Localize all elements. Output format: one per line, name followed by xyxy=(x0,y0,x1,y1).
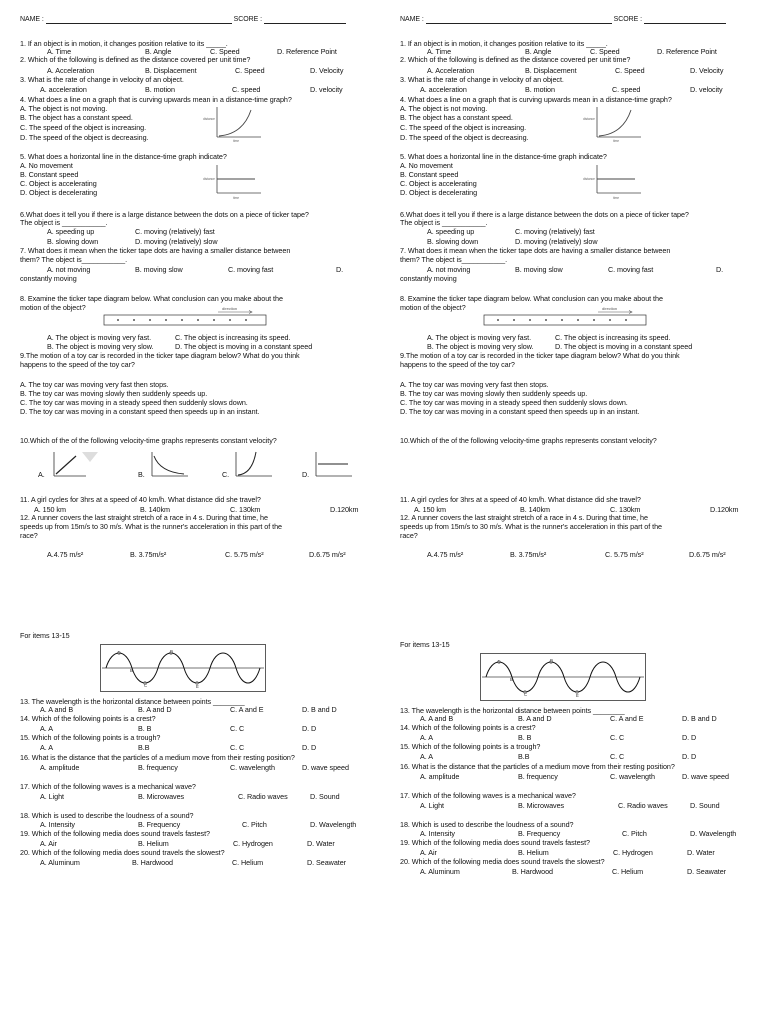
q5-option-b[interactable]: B. Constant speed xyxy=(400,170,459,179)
q10-option-c[interactable]: C. xyxy=(222,470,230,479)
q16-option-a[interactable]: A. amplitude xyxy=(40,763,80,772)
q11-option-b[interactable]: B. 140km xyxy=(520,505,550,514)
q7-option-b[interactable]: B. moving slow xyxy=(135,265,183,274)
score-blank[interactable] xyxy=(644,16,726,24)
q20-option-b[interactable]: B. Hardwood xyxy=(512,867,553,876)
q5-stem: 5. What does a horizontal line in the distance-time graph indicate? xyxy=(20,152,227,161)
q17-stem: 17. Which of the following waves is a mechanical wave? xyxy=(20,782,196,791)
q15-option-b[interactable]: B.B xyxy=(518,752,530,761)
q8-option-a[interactable]: A. The object is moving very fast. xyxy=(47,333,152,342)
q13-option-a[interactable]: A. A and B xyxy=(40,705,74,714)
q20-option-a[interactable]: A. Aluminum xyxy=(40,858,80,867)
q8-option-d[interactable]: D. The object is moving in a constant speed xyxy=(175,342,313,351)
q1-option-c[interactable]: C. Speed xyxy=(210,47,240,56)
q9-option-a[interactable]: A. The toy car was moving very fast then stops. xyxy=(20,380,169,389)
score-blank[interactable] xyxy=(264,16,346,24)
q6-stem-2: The object is ___________. xyxy=(20,218,108,227)
q11-option-b[interactable]: B. 140km xyxy=(140,505,170,514)
q9-option-b[interactable]: B. The toy car was moving slowly then suddenly speeds up. xyxy=(400,389,588,398)
q9-option-b[interactable]: B. The toy car was moving slowly then suddenly speeds up. xyxy=(20,389,208,398)
q2-option-c[interactable]: C. Speed xyxy=(235,66,265,75)
q18-option-c[interactable]: C. Pitch xyxy=(622,829,647,838)
q14-option-b[interactable]: B. B xyxy=(518,733,532,742)
q15-option-b[interactable]: B.B xyxy=(138,743,150,752)
q3-stem: 3. What is the rate of change in velocity of an object. xyxy=(20,75,184,84)
q12-option-b[interactable]: B. 3.75m/s² xyxy=(510,550,547,559)
q4-option-c[interactable]: C. The speed of the object is increasing. xyxy=(20,123,147,132)
q5-option-c[interactable]: C. Object is accelerating xyxy=(20,179,97,188)
q4-option-a[interactable]: A. The object is not moving. xyxy=(20,104,108,113)
q19-stem: 19. Which of the following media does sound travels fastest? xyxy=(400,838,590,847)
q13-option-b[interactable]: B. A and D xyxy=(138,705,172,714)
wave-section-heading: For items 13-15 xyxy=(20,631,70,640)
q12-option-b[interactable]: B. 3.75m/s² xyxy=(130,550,167,559)
q19-option-a[interactable]: A. Air xyxy=(40,839,57,848)
q15-stem: 15. Which of the following points is a trough? xyxy=(20,733,161,742)
q19-option-b[interactable]: B. Helium xyxy=(518,848,549,857)
q2-stem: 2. Which of the following is defined as the distance covered per unit time? xyxy=(20,55,251,64)
q10-stem: 10.Which of the of the following velocity-time graphs represents constant velocity? xyxy=(400,436,657,445)
q8-option-d[interactable]: D. The object is moving in a constant speed xyxy=(555,342,693,351)
q1-option-d[interactable]: D. Reference Point xyxy=(657,47,717,56)
name-label: NAME : xyxy=(400,16,424,23)
q1-option-a[interactable]: A. Time xyxy=(427,47,452,56)
q10-graph-c xyxy=(228,448,284,482)
q14-option-d[interactable]: D. D xyxy=(302,724,317,733)
q17-stem: 17. Which of the following waves is a mechanical wave? xyxy=(400,791,576,800)
q8-option-a[interactable]: A. The object is moving very fast. xyxy=(427,333,532,342)
q6-option-a[interactable]: A. speeding up xyxy=(47,227,95,236)
q5-distance-time-graph xyxy=(583,163,643,203)
q3-option-a[interactable]: A. acceleration xyxy=(420,85,467,94)
q9-option-c[interactable]: C. The toy car was moving in a steady speed then suddenly slows down. xyxy=(20,398,248,407)
tape-dots xyxy=(497,319,627,321)
q16-option-a[interactable]: A. amplitude xyxy=(420,772,460,781)
q17-option-a[interactable]: A. Light xyxy=(40,792,64,801)
q11-option-d[interactable]: D.120km xyxy=(330,505,359,514)
q13-stem: 13. The wavelength is the horizontal distance between points ________ xyxy=(400,706,625,715)
q12-stem: 12. A runner covers the last straight stretch of a race in 4 s. During that time, he xyxy=(20,513,268,522)
q9-stem-2: happens to the speed of the toy car? xyxy=(20,360,135,369)
q14-option-d[interactable]: D. D xyxy=(682,733,697,742)
name-label: NAME : xyxy=(20,16,44,23)
q6-option-b[interactable]: B. slowing down xyxy=(427,237,479,246)
q5-graph-ylabel: distance xyxy=(203,177,215,181)
quiz-copy-right xyxy=(400,0,768,1024)
q11-option-c[interactable]: C. 130km xyxy=(230,505,261,514)
q15-stem: 15. Which of the following points is a trough? xyxy=(400,742,541,751)
q4-option-d[interactable]: D. The speed of the object is decreasing. xyxy=(20,133,149,142)
q16-option-b[interactable]: B. frequency xyxy=(138,763,178,772)
q7-stem: 7. What does it mean when the ticker tape dots are having a smaller distance between xyxy=(20,246,291,255)
wave-point-d: D xyxy=(550,658,554,663)
q3-option-b[interactable]: B. motion xyxy=(145,85,175,94)
q12-stem-2: speeds up from 15m/s to 30 m/s. What is the runner's acceleration in this part of the xyxy=(400,522,662,531)
q10-stem: 10.Which of the of the following velocity-time graphs represents constant velocity? xyxy=(20,436,277,445)
q9-stem: 9.The motion of a toy car is recorded in the ticker tape diagram below? What do you think xyxy=(20,351,300,360)
q4-option-d[interactable]: D. The speed of the object is decreasing. xyxy=(400,133,529,142)
q9-option-d[interactable]: D. The toy car was moving in a constant speed then speeds up in an instant. xyxy=(400,407,640,416)
q19-option-a[interactable]: A. Air xyxy=(420,848,437,857)
q13-option-a[interactable]: A. A and B xyxy=(420,714,454,723)
q9-stem-2: happens to the speed of the toy car? xyxy=(400,360,515,369)
q7-stem: 7. What does it mean when the ticker tape dots are having a smaller distance between xyxy=(400,246,671,255)
q16-stem: 16. What is the distance that the particles of a medium move from their resting position? xyxy=(400,762,675,771)
q16-option-c[interactable]: C. wavelength xyxy=(610,772,655,781)
q6-stem: 6.What does it tell you if there is a large distance between the dots on a piece of ticker tape? xyxy=(20,210,309,219)
q11-stem: 11. A girl cycles for 3hrs at a speed of 40 km/h. What distance did she travel? xyxy=(400,495,641,504)
q8-stem: 8. Examine the ticker tape diagram below. What conclusion can you make about the xyxy=(400,294,663,303)
q20-stem: 20. Which of the following media does sound travels the slowest? xyxy=(20,848,225,857)
q18-option-a[interactable]: A. Intensity xyxy=(40,820,75,829)
wave-point-e: E xyxy=(576,693,579,698)
q16-option-c[interactable]: C. wavelength xyxy=(230,763,275,772)
q5-graph-xlabel: time xyxy=(613,196,620,200)
q2-option-b[interactable]: B. Displacement xyxy=(525,66,577,75)
q15-option-a[interactable]: A. A xyxy=(40,743,53,752)
q10-option-d[interactable]: D. xyxy=(302,470,310,479)
q8-option-c[interactable]: C. The object is increasing its speed. xyxy=(175,333,291,342)
q13-option-c[interactable]: C. A and E xyxy=(230,705,264,714)
q11-option-a[interactable]: A. 150 km xyxy=(34,505,66,514)
q12-option-c[interactable]: C. 5.75 m/s² xyxy=(605,550,644,559)
q11-option-a[interactable]: A. 150 km xyxy=(414,505,446,514)
q12-option-a[interactable]: A.4.75 m/s² xyxy=(47,550,84,559)
q18-stem: 18. Which is used to describe the loudness of a sound? xyxy=(400,820,574,829)
wave-diagram xyxy=(480,653,646,701)
q10-option-b[interactable]: B. xyxy=(138,470,145,479)
q7-option-a[interactable]: A. not moving xyxy=(47,265,91,274)
q9-option-c[interactable]: C. The toy car was moving in a steady speed then suddenly slows down. xyxy=(400,398,628,407)
q12-stem-2: speeds up from 15m/s to 30 m/s. What is the runner's acceleration in this part of the xyxy=(20,522,282,531)
q7-option-d[interactable]: D. xyxy=(716,265,724,274)
q7-option-d[interactable]: D. xyxy=(336,265,344,274)
q19-option-d[interactable]: D. Water xyxy=(307,839,335,848)
q18-option-b[interactable]: B. Frequency xyxy=(138,820,181,829)
q5-option-b[interactable]: B. Constant speed xyxy=(20,170,79,179)
wave-section-heading: For items 13-15 xyxy=(400,640,450,649)
q11-option-d[interactable]: D.120km xyxy=(710,505,739,514)
q2-option-b[interactable]: B. Displacement xyxy=(145,66,197,75)
q5-option-d[interactable]: D. Object is decelerating xyxy=(20,188,98,197)
q5-option-d[interactable]: D. Object is decelerating xyxy=(400,188,478,197)
q15-option-d[interactable]: D. D xyxy=(302,743,317,752)
q15-option-a[interactable]: A. A xyxy=(420,752,433,761)
q18-stem: 18. Which is used to describe the loudness of a sound? xyxy=(20,811,194,820)
q3-option-c[interactable]: C. speed xyxy=(612,85,641,94)
q14-option-c[interactable]: C. C xyxy=(230,724,245,733)
q15-option-c[interactable]: C. C xyxy=(230,743,245,752)
q14-stem: 14. Which of the following points is a crest? xyxy=(20,714,156,723)
q18-option-d[interactable]: D. Wavelength xyxy=(310,820,357,829)
wave-point-b: B xyxy=(130,668,133,673)
q16-option-d[interactable]: D. wave speed xyxy=(682,772,729,781)
tape-dots xyxy=(117,319,247,321)
q17-option-b[interactable]: B. Microwaves xyxy=(138,792,185,801)
q16-stem: 16. What is the distance that the particles of a medium move from their resting position? xyxy=(20,753,295,762)
q5-graph-ylabel: distance xyxy=(583,177,595,181)
q8-option-c[interactable]: C. The object is increasing its speed. xyxy=(555,333,671,342)
q8-option-b[interactable]: B. The object is moving very slow. xyxy=(47,342,154,351)
q6-option-b[interactable]: B. slowing down xyxy=(47,237,99,246)
q7-option-c[interactable]: C. moving fast xyxy=(608,265,654,274)
q11-stem: 11. A girl cycles for 3hrs at a speed of 40 km/h. What distance did she travel? xyxy=(20,495,261,504)
q6-stem: 6.What does it tell you if there is a large distance between the dots on a piece of ticker tape? xyxy=(400,210,689,219)
quiz-copy-left xyxy=(20,0,390,1024)
q17-option-c[interactable]: C. Radio waves xyxy=(618,801,668,810)
q6-option-c[interactable]: C. moving (relatively) fast xyxy=(135,227,215,236)
q12-option-d[interactable]: D.6.75 m/s² xyxy=(309,550,346,559)
q6-option-d[interactable]: D. moving (relatively) slow xyxy=(515,237,598,246)
q2-option-d[interactable]: D. Velocity xyxy=(310,66,344,75)
q1-option-c[interactable]: C. Speed xyxy=(590,47,620,56)
q3-stem: 3. What is the rate of change in velocity of an object. xyxy=(400,75,564,84)
q20-option-d[interactable]: D. Seawater xyxy=(687,867,726,876)
q9-option-d[interactable]: D. The toy car was moving in a constant speed then speeds up in an instant. xyxy=(20,407,260,416)
q13-option-b[interactable]: B. A and D xyxy=(518,714,552,723)
q5-stem: 5. What does a horizontal line in the distance-time graph indicate? xyxy=(400,152,607,161)
header-row xyxy=(400,16,726,24)
q18-option-c[interactable]: C. Pitch xyxy=(242,820,267,829)
q8-stem-2: motion of the object? xyxy=(20,303,86,312)
q7-option-c[interactable]: C. moving fast xyxy=(228,265,274,274)
q7-stem-2: them? The object is___________. xyxy=(400,255,508,264)
wave-point-c: C xyxy=(144,683,148,688)
q19-option-d[interactable]: D. Water xyxy=(687,848,715,857)
q17-option-d[interactable]: D. Sound xyxy=(310,792,340,801)
q5-distance-time-graph xyxy=(203,163,263,203)
q10-graph-a xyxy=(46,448,102,482)
header-row xyxy=(20,16,346,24)
q20-option-a[interactable]: A. Aluminum xyxy=(420,867,460,876)
q13-option-d[interactable]: D. B and D xyxy=(682,714,717,723)
score-label: SCORE : xyxy=(233,16,263,23)
q2-option-a[interactable]: A. Acceleration xyxy=(427,66,475,75)
q7-option-d-text: constantly moving xyxy=(400,274,457,283)
q16-option-d[interactable]: D. wave speed xyxy=(302,763,349,772)
q4-graph-xlabel: time xyxy=(233,139,240,143)
q5-option-a[interactable]: A. No movement xyxy=(400,161,453,170)
q4-option-c[interactable]: C. The speed of the object is increasing. xyxy=(400,123,527,132)
wave-diagram xyxy=(100,644,266,692)
q8-stem-2: motion of the object? xyxy=(400,303,466,312)
q8-option-b[interactable]: B. The object is moving very slow. xyxy=(427,342,534,351)
q4-option-a[interactable]: A. The object is not moving. xyxy=(400,104,488,113)
q9-option-a[interactable]: A. The toy car was moving very fast then stops. xyxy=(400,380,549,389)
q12-option-a[interactable]: A.4.75 m/s² xyxy=(427,550,464,559)
q15-option-c[interactable]: C. C xyxy=(610,752,625,761)
q16-option-b[interactable]: B. frequency xyxy=(518,772,558,781)
q7-option-b[interactable]: B. moving slow xyxy=(515,265,563,274)
q19-option-c[interactable]: C. Hydrogen xyxy=(613,848,653,857)
q20-option-c[interactable]: C. Helium xyxy=(232,858,264,867)
q17-option-a[interactable]: A. Light xyxy=(420,801,444,810)
q6-option-a[interactable]: A. speeding up xyxy=(427,227,475,236)
q19-option-b[interactable]: B. Helium xyxy=(138,839,169,848)
q3-option-c[interactable]: C. speed xyxy=(232,85,261,94)
q15-option-d[interactable]: D. D xyxy=(682,752,697,761)
q4-distance-time-graph xyxy=(583,104,643,144)
q18-option-d[interactable]: D. Wavelength xyxy=(690,829,737,838)
q6-stem-2: The object is ___________. xyxy=(400,218,488,227)
q13-option-d[interactable]: D. B and D xyxy=(302,705,337,714)
q4-stem: 4. What does a line on a graph that is curving upwards mean in a distance-time graph? xyxy=(20,95,292,104)
q3-option-b[interactable]: B. motion xyxy=(525,85,555,94)
q2-option-c[interactable]: C. Speed xyxy=(615,66,645,75)
q18-option-b[interactable]: B. Frequency xyxy=(518,829,561,838)
q14-option-c[interactable]: C. C xyxy=(610,733,625,742)
q20-stem: 20. Which of the following media does sound travels the slowest? xyxy=(400,857,605,866)
q4-graph-xlabel: time xyxy=(613,139,620,143)
q7-stem-2: them? The object is___________. xyxy=(20,255,128,264)
q2-stem: 2. Which of the following is defined as the distance covered per unit time? xyxy=(400,55,631,64)
q13-option-c[interactable]: C. A and E xyxy=(610,714,644,723)
wave-point-d: D xyxy=(170,649,174,654)
q1-option-b[interactable]: B. Angle xyxy=(525,47,552,56)
q19-stem: 19. Which of the following media does sound travels fastest? xyxy=(20,829,210,838)
q1-option-d[interactable]: D. Reference Point xyxy=(277,47,337,56)
q4-option-b[interactable]: B. The object has a constant speed. xyxy=(400,113,513,122)
q10-graph-b xyxy=(144,448,200,482)
q14-option-b[interactable]: B. B xyxy=(138,724,152,733)
q12-stem: 12. A runner covers the last straight stretch of a race in 4 s. During that time, he xyxy=(400,513,648,522)
q4-distance-time-graph xyxy=(203,104,263,144)
q4-graph-ylabel: distance xyxy=(583,117,595,121)
q12-stem-3: race? xyxy=(20,531,38,540)
q12-stem-3: race? xyxy=(400,531,418,540)
q2-option-d[interactable]: D. Velocity xyxy=(690,66,724,75)
q8-stem: 8. Examine the ticker tape diagram below. What conclusion can you make about the xyxy=(20,294,283,303)
q20-option-b[interactable]: B. Hardwood xyxy=(132,858,173,867)
q14-option-a[interactable]: A. A xyxy=(420,733,433,742)
q10-option-a[interactable]: A. xyxy=(38,470,45,479)
wave-point-c: C xyxy=(524,692,528,697)
tape-direction-label: direction xyxy=(222,306,238,311)
wave-point-a: A xyxy=(117,650,120,655)
q4-option-b[interactable]: B. The object has a constant speed. xyxy=(20,113,133,122)
q19-option-c[interactable]: C. Hydrogen xyxy=(233,839,273,848)
q17-option-b[interactable]: B. Microwaves xyxy=(518,801,565,810)
wave-point-b: B xyxy=(510,677,513,682)
q11-option-c[interactable]: C. 130km xyxy=(610,505,641,514)
name-blank[interactable] xyxy=(46,16,232,24)
tape-direction-label: direction xyxy=(602,306,618,311)
q4-graph-ylabel: distance xyxy=(203,117,215,121)
q3-option-a[interactable]: A. acceleration xyxy=(40,85,87,94)
q2-option-a[interactable]: A. Acceleration xyxy=(47,66,95,75)
q3-option-d[interactable]: D. velocity xyxy=(690,85,723,94)
q10-graph-d xyxy=(310,448,366,482)
q4-stem: 4. What does a line on a graph that is curving upwards mean in a distance-time graph? xyxy=(400,95,672,104)
q17-option-d[interactable]: D. Sound xyxy=(690,801,720,810)
q12-option-d[interactable]: D.6.75 m/s² xyxy=(689,550,726,559)
q9-stem: 9.The motion of a toy car is recorded in the ticker tape diagram below? What do you think xyxy=(400,351,680,360)
q8-ticker-tape xyxy=(482,304,652,328)
q20-option-c[interactable]: C. Helium xyxy=(612,867,644,876)
q1-stem: 1. If an object is in motion, it changes position relative to its _____. xyxy=(400,39,608,48)
wave-point-e: E xyxy=(196,684,199,689)
q7-option-a[interactable]: A. not moving xyxy=(427,265,471,274)
q3-option-d[interactable]: D. velocity xyxy=(310,85,343,94)
q1-option-a[interactable]: A. Time xyxy=(47,47,72,56)
q18-option-a[interactable]: A. Intensity xyxy=(420,829,455,838)
name-blank[interactable] xyxy=(426,16,612,24)
wave-point-a: A xyxy=(497,659,500,664)
q6-option-c[interactable]: C. moving (relatively) fast xyxy=(515,227,595,236)
q5-option-c[interactable]: C. Object is accelerating xyxy=(400,179,477,188)
q8-ticker-tape xyxy=(102,304,272,328)
q17-option-c[interactable]: C. Radio waves xyxy=(238,792,288,801)
q5-option-a[interactable]: A. No movement xyxy=(20,161,73,170)
q12-option-c[interactable]: C. 5.75 m/s² xyxy=(225,550,264,559)
q20-option-d[interactable]: D. Seawater xyxy=(307,858,346,867)
q1-option-b[interactable]: B. Angle xyxy=(145,47,172,56)
q14-stem: 14. Which of the following points is a crest? xyxy=(400,723,536,732)
q7-option-d-text: constantly moving xyxy=(20,274,77,283)
q1-stem: 1. If an object is in motion, it changes position relative to its _____. xyxy=(20,39,228,48)
score-label: SCORE : xyxy=(613,16,643,23)
q6-option-d[interactable]: D. moving (relatively) slow xyxy=(135,237,218,246)
q14-option-a[interactable]: A. A xyxy=(40,724,53,733)
q5-graph-xlabel: time xyxy=(233,196,240,200)
q13-stem: 13. The wavelength is the horizontal distance between points ________ xyxy=(20,697,245,706)
